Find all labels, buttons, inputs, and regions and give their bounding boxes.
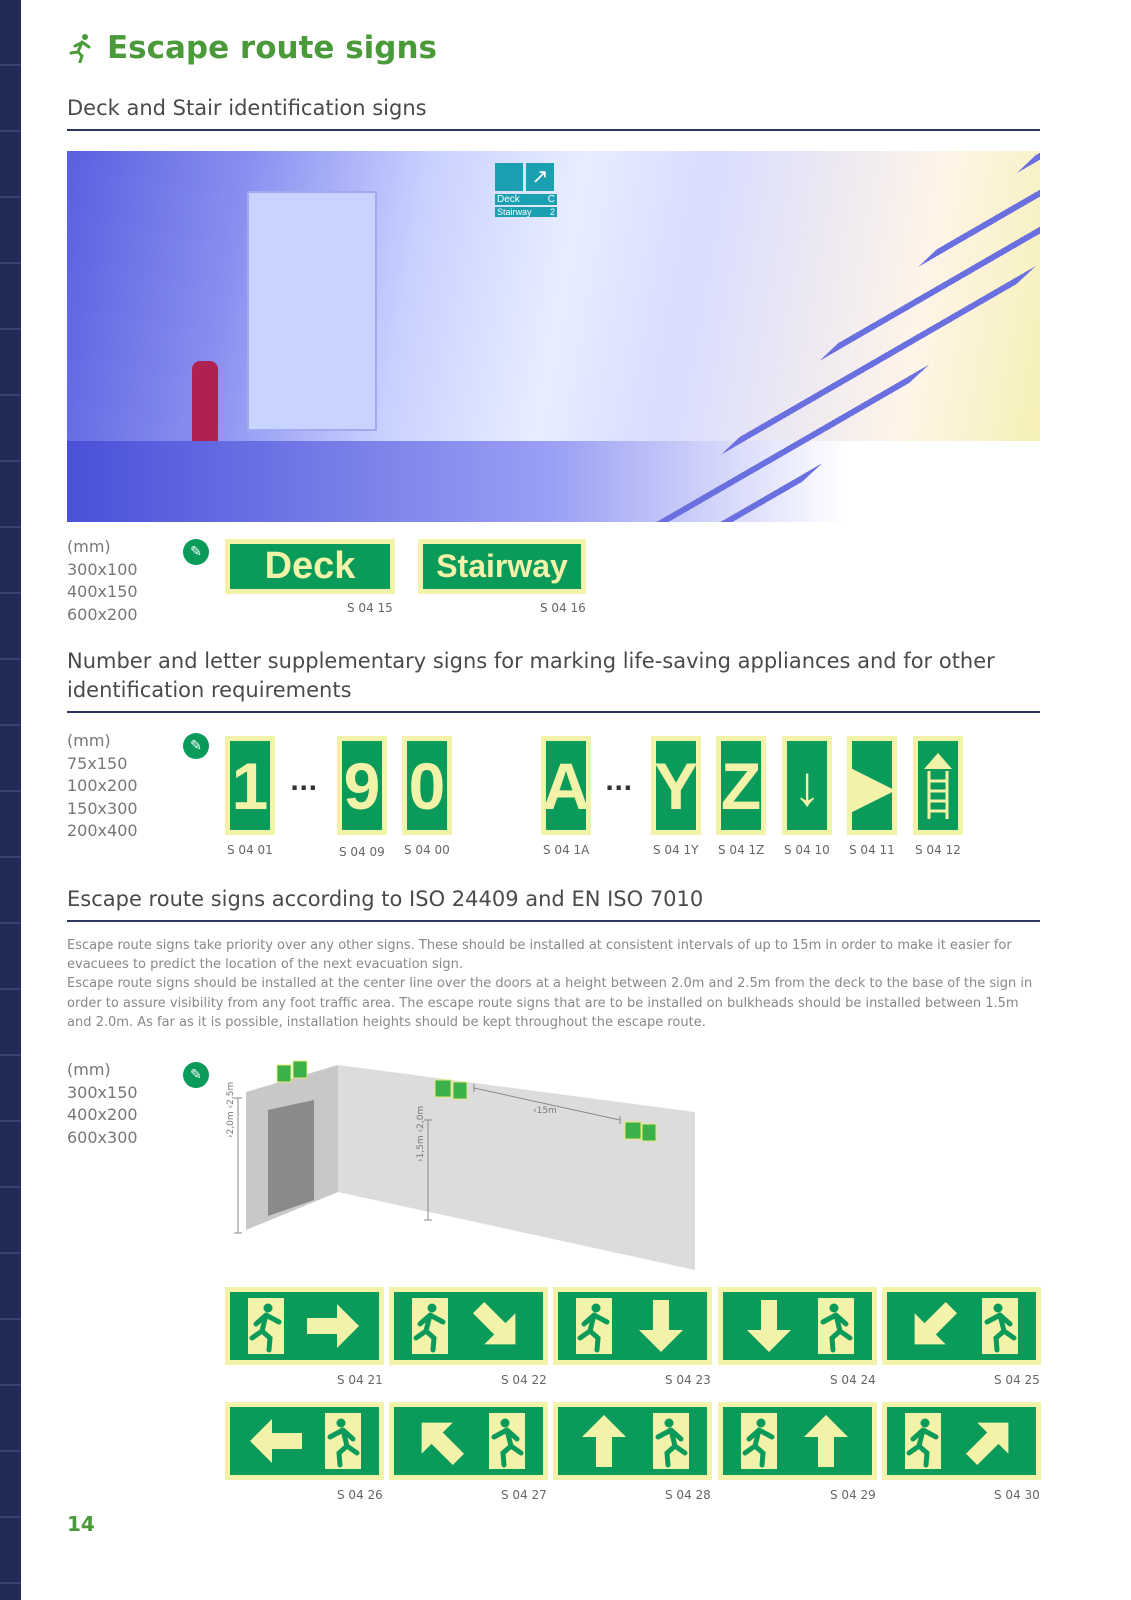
arrow-icon [574,1411,634,1471]
page-number: 14 [67,1512,95,1536]
escape-route-sign [553,1287,712,1365]
photoluminescent-icon: ✎ [183,1062,209,1088]
sign-code: S 04 26 [337,1488,383,1502]
size: 150x300 [67,798,138,818]
running-person-icon [651,1411,691,1471]
sign-code: S 04 28 [665,1488,711,1502]
floor [67,441,1040,522]
running-person-icon [816,1296,856,1356]
arrow-icon [467,1296,527,1356]
installation-text [67,936,1047,1032]
running-person-icon [246,1296,286,1356]
sign-code: S 04 30 [994,1488,1040,1502]
wall-height-label: ›1,5m ‹2,0m [416,1105,426,1162]
escape-route-sign [553,1402,712,1480]
stairway-sign: Stairway [418,539,586,594]
escape-route-sign [882,1287,1041,1365]
arrow-icon [960,1411,1020,1471]
number-sign: 9 [337,736,387,835]
size: 75x150 [67,753,128,773]
number-sign: A [541,736,591,835]
escape-route-sign [225,1402,384,1480]
interval-label: ‹15m [533,1106,557,1116]
ladder-arrow-icon [923,751,953,821]
sign-code: S 04 27 [501,1488,547,1502]
sign-code: S 04 25 [994,1373,1040,1387]
sign-code: S 04 00 [404,843,450,857]
number-sign [913,736,963,835]
deck-sign: Deck [225,539,395,594]
size: 300x150 [67,1082,138,1102]
size: 600x300 [67,1127,138,1147]
sign-code: S 04 01 [227,843,273,857]
escape-route-sign [882,1402,1041,1480]
arrow-icon [246,1411,306,1471]
escape-route-sign [389,1287,548,1365]
unit-label: (mm) [67,537,111,556]
size: 200x400 [67,821,138,840]
escape-route-sign [225,1287,384,1365]
number-sign: ↓ [782,736,832,835]
sign-code: S 04 16 [540,601,586,615]
sign-code: S 04 29 [830,1488,876,1502]
ellipsis: ... [605,768,633,796]
paragraph: Escape route signs take priority over any other signs. These should be installed at consistent intervals of up to 15m in order to make it easier for evacuees to predict the location of the next evacuation sign. [67,938,1012,973]
installation-diagram [220,1040,710,1280]
sign-code: S 04 21 [337,1373,383,1387]
number-sign: ▶ [847,736,897,835]
photo-sign-deck-value: C [547,194,555,205]
unit-label: (mm) [67,731,111,750]
size: 100x200 [67,776,138,795]
escape-route-sign [718,1287,877,1365]
running-person-icon [67,33,95,63]
sign-code: S 04 15 [347,601,393,615]
arrow-icon [903,1296,963,1356]
sign-code: S 04 11 [849,843,895,857]
sign-code: S 04 10 [784,843,830,857]
sign-code: S 04 22 [501,1373,547,1387]
running-person-icon [410,1296,450,1356]
size: 300x100 [67,559,138,579]
escape-route-sign [718,1402,877,1480]
running-person-icon [903,1411,943,1471]
number-sign: Y [651,736,701,835]
photo-sign-deck: Deck [497,194,520,205]
door [247,191,377,431]
deck-sizes [67,536,138,626]
size: 600x200 [67,604,138,624]
sign-code: S 04 1A [543,843,590,857]
running-person-icon [323,1411,363,1471]
photoluminescent-icon: ✎ [183,539,209,565]
stairway-photo [67,151,1040,522]
size: 400x150 [67,582,138,601]
paragraph: Escape route signs should be installed at the center line over the doors at a height between 2.0m and 2.5m from the deck to the base of the sign in order to assure visibility from any foot traffic area. The escape route signs that are to be installed on bulkheads should be installed between 1.5m and 2.0m. As far as it is possible, installation heights should be kept throughout the escape route. [67,976,1033,1030]
arrow-icon [631,1296,691,1356]
side-strip [0,0,21,1600]
photo-sign-stair: Stairway [497,207,532,217]
arrow-icon [303,1296,363,1356]
section-heading-escape: Escape route signs according to ISO 24409 and EN ISO 7010 [67,885,1040,922]
photoluminescent-icon: ✎ [183,733,209,759]
escape-sizes [67,1059,138,1149]
running-person-icon [574,1296,614,1356]
ellipsis: ... [290,768,318,796]
photo-sign-stair-value: 2 [549,207,555,217]
running-person-icon [980,1296,1020,1356]
section-heading-numbers: Number and letter supplementary signs for marking life-saving appliances and for other identification requirements [67,647,1040,713]
photo-deck-sign: ↗ Deck C Stairway 2 [495,163,557,217]
number-sizes [67,730,138,843]
escape-route-sign [389,1402,548,1480]
number-sign: Z [716,736,766,835]
sign-code: S 04 12 [915,843,961,857]
arrow-icon [796,1411,856,1471]
section-heading-deck: Deck and Stair identification signs [67,94,1040,131]
sign-code: S 04 1Z [718,843,765,857]
size: 400x200 [67,1105,138,1124]
arrow-icon [410,1411,470,1471]
sign-code: S 04 23 [665,1373,711,1387]
sign-code: S 04 09 [339,845,385,859]
arrow-icon [739,1296,799,1356]
unit-label: (mm) [67,1060,111,1079]
running-person-icon [739,1411,779,1471]
running-person-icon [487,1411,527,1471]
page-title [67,30,437,66]
number-sign: 1 [225,736,275,835]
door-height-label: ›2,0m ‹2,5m [226,1081,236,1138]
fire-extinguisher [192,361,218,451]
sign-code: S 04 1Y [653,843,699,857]
title-text: Escape route signs [107,30,438,66]
sign-code: S 04 24 [830,1373,876,1387]
number-sign: 0 [402,736,452,835]
